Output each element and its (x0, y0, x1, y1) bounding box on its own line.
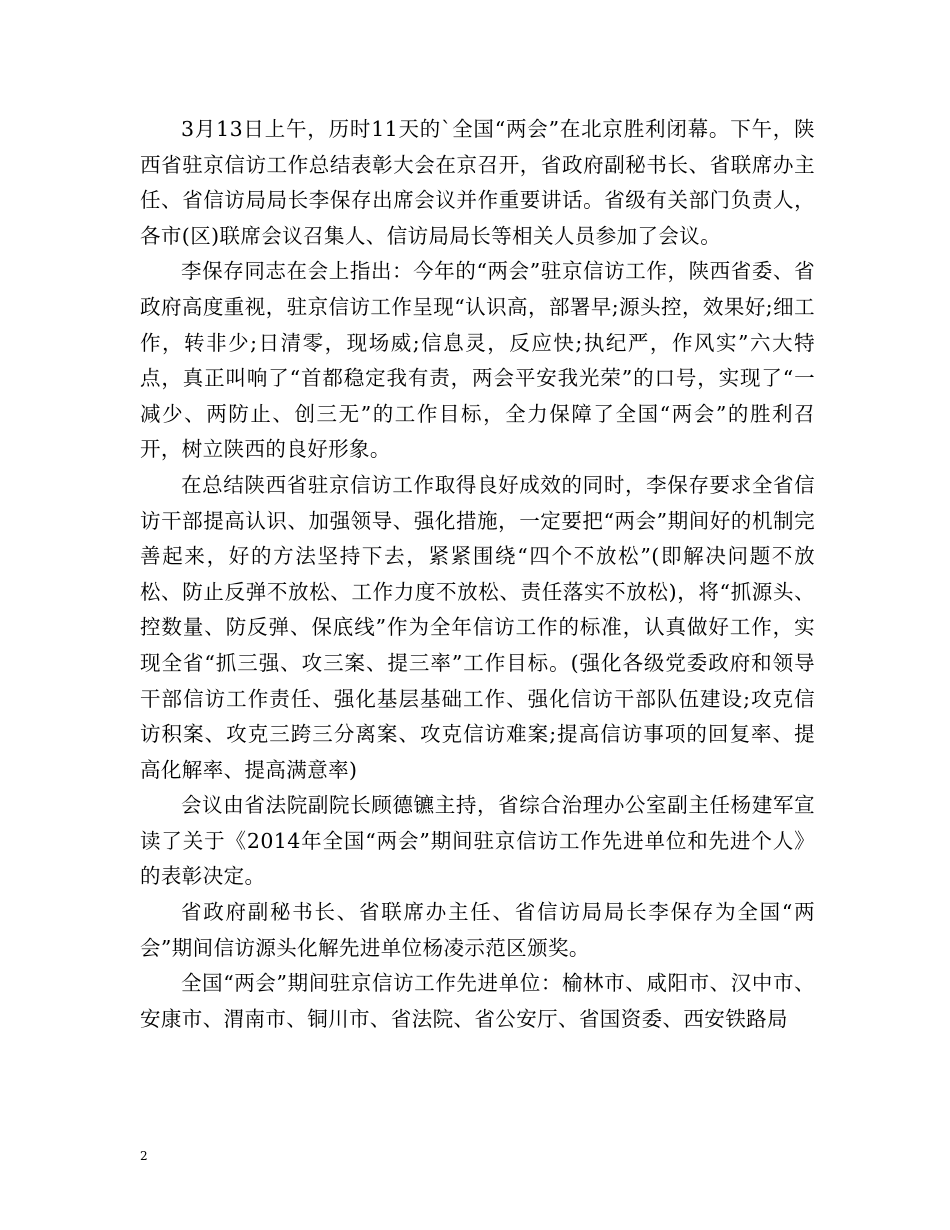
paragraph-4: 会议由省法院副院长顾德镳主持，省综合治理办公室副主任杨建军宣读了关于《2014年全国“两会”期间驻京信访工作先进单位和先进个人》的表彰决定。 (140, 793, 815, 889)
paragraph-5: 省政府副秘书长、省联席办主任、省信访局局长李保存为全国“两会”期间信访源头化解先进单位杨凌示范区颁奖。 (140, 900, 815, 960)
document-body (140, 112, 815, 1037)
page-number: 2 (140, 1149, 148, 1163)
paragraph-6: 全国“两会”期间驻京信访工作先进单位：榆林市、咸阳市、汉中市、安康市、渭南市、铜川市、省法院、省公安厅、省国资委、西安铁路局 (140, 971, 815, 1031)
paragraph-1: 3月13日上午，历时11天的`全国“两会”在北京胜利闭幕。下午，陕西省驻京信访工作总结表彰大会在京召开，省政府副秘书长、省联席办主任、省信访局局长李保存出席会议并作重要讲话。省级有关部门负责人，各市(区)联席会议召集人、信访局局长等相关人员参加了会议。 (140, 117, 815, 248)
paragraph-3: 在总结陕西省驻京信访工作取得良好成效的同时，李保存要求全省信访干部提高认识、加强领导、强化措施，一定要把“两会”期间好的机制完善起来，好的方法坚持下去，紧紧围绕“四个不放松”(即解决问题不放松、防止反弹不放松、工作力度不放松、责任落实不放松)，将“抓源头、控数量、防反弹、保底线”作为全年信访工作的标准，认真做好工作，实现全省“抓三强、攻三案、提三率”工作目标。(强化各级党委政府和领导干部信访工作责任、强化基层基础工作、强化信访干部队伍建设;攻克信访积案、攻克三跨三分离案、攻克信访难案;提高信访事项的回复率、提高化解率、提高满意率) (140, 472, 815, 782)
paragraph-2: 李保存同志在会上指出：今年的“两会”驻京信访工作，陕西省委、省政府高度重视，驻京信访工作呈现“认识高，部署早;源头控，效果好;细工作，转非少;日清零，现场威;信息灵，反应快;执纪严，作风实”六大特点，真正叫响了“首都稳定我有责，两会平安我光荣”的口号，实现了“一减少、两防止、创三无”的工作目标，全力保障了全国“两会”的胜利召开，树立陕西的良好形象。 (140, 259, 815, 462)
